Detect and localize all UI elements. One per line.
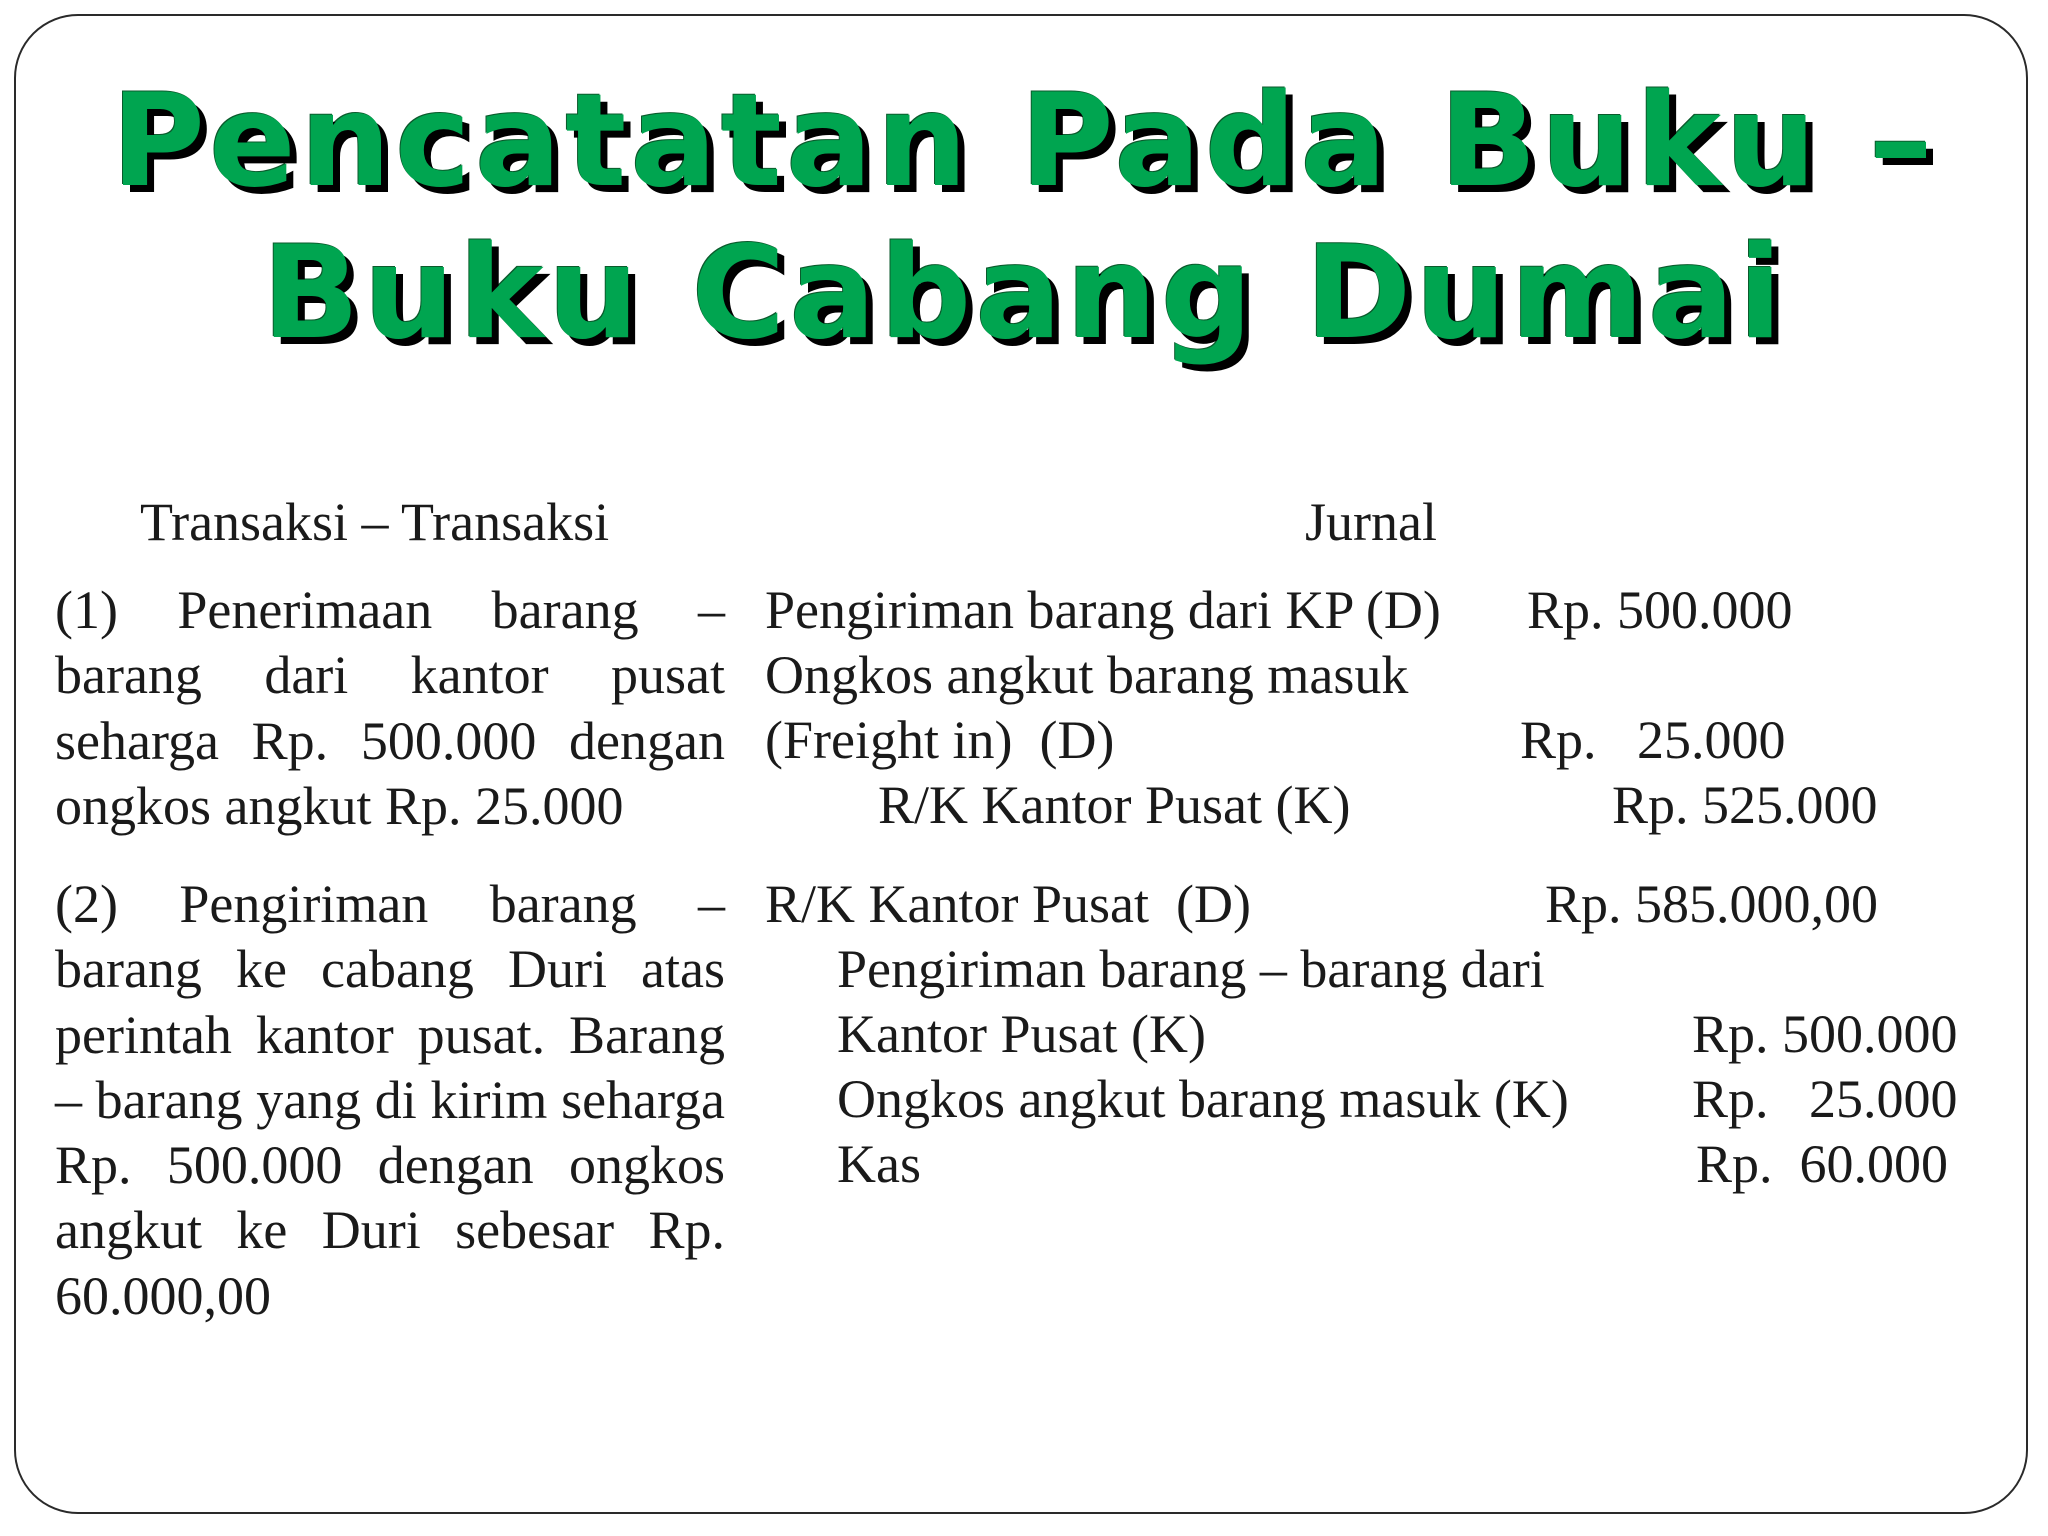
journal-2-amount-5: Rp. 60.000 (1696, 1134, 1949, 1194)
journal-1-amount-3: Rp. 25.000 (1520, 710, 1786, 770)
header-transaksi: Transaksi – Transaksi (140, 492, 610, 552)
header-jurnal: Jurnal (1305, 492, 1437, 552)
title-line-1: Pencatatan Pada Buku – (111, 67, 1937, 216)
journal-2-amount-4: Rp. 25.000 (1692, 1069, 1958, 1129)
journal-2-account-3: Kantor Pusat (K) (837, 1004, 1206, 1064)
journal-1-account-3: (Freight in) (D) (765, 710, 1115, 770)
journal-1-account-4: R/K Kantor Pusat (K) (878, 775, 1351, 835)
transaction-2: (2) Pengiriman barang – barang ke cabang Duri atas perintah kantor pusat. Barang – barang yang di kirim seharga Rp. 500.000 dengan ongkos angkut ke Duri sebesar Rp. 60.000,00 (55, 874, 725, 1326)
journal-2-account-2: Pengiriman barang – barang dari (837, 939, 1545, 999)
journal-1-account-1: Pengiriman barang dari KP (D) (765, 580, 1441, 640)
journal-2-amount-3: Rp. 500.000 (1692, 1004, 1958, 1064)
journal-2-amount-1: Rp. 585.000,00 (1545, 874, 1879, 934)
transaction-1: (1) Penerimaan barang – barang dari kantor pusat seharga Rp. 500.000 dengan ongkos angkut Rp. 25.000 (55, 580, 725, 836)
journal-1-amount-4: Rp. 525.000 (1612, 775, 1878, 835)
journal-2-account-4: Ongkos angkut barang masuk (K) (837, 1069, 1569, 1129)
slide-title (0, 66, 2048, 370)
journal-1-account-2: Ongkos angkut barang masuk (765, 645, 1409, 705)
journal-2-account-5: Kas (837, 1134, 921, 1194)
journal-2-account-1: R/K Kantor Pusat (D) (765, 874, 1251, 934)
title-line-2: Buku Cabang Dumai (261, 219, 1787, 368)
journal-1-amount-1: Rp. 500.000 (1527, 580, 1793, 640)
